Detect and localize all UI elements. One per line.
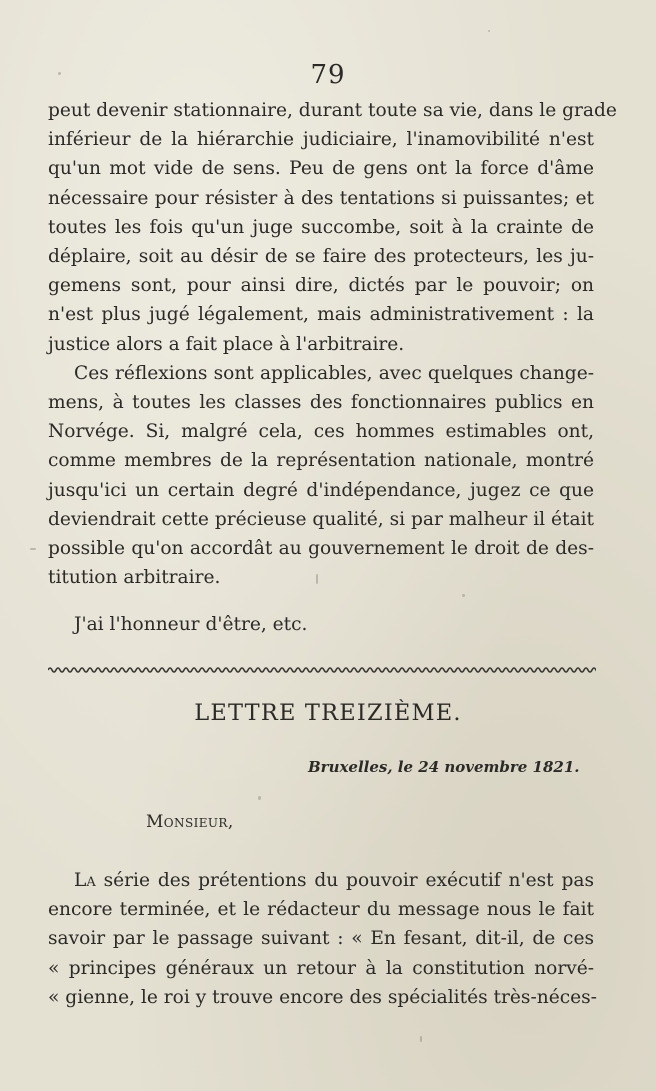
text-line: gemens sont, pour ainsi dire, dictés par le pouvoir; on xyxy=(48,275,594,297)
text-line: « gienne, le roi y trouve encore des spécialités très-néces- xyxy=(48,986,597,1008)
dateline: Bruxelles, le 24 novembre 1821. xyxy=(308,758,580,776)
paper-speck xyxy=(258,796,261,800)
text-line: possible qu'on accordât au gouvernement le droit de des- xyxy=(48,538,594,560)
paper-speck xyxy=(488,30,490,32)
section-title: LETTRE TREIZIÈME. xyxy=(194,700,462,726)
text-line: mens, à toutes les classes des fonctionnaires publics en xyxy=(48,392,594,414)
text-line xyxy=(48,866,594,895)
text-line: Ces réflexions sont applicables, avec quelques change- xyxy=(74,362,594,384)
paragraph-gap xyxy=(48,592,594,610)
text-line: titution arbitraire. xyxy=(48,567,221,589)
text-line: nécessaire pour résister à des tentations si puissantes; et xyxy=(48,187,594,209)
paper-speck xyxy=(462,594,465,597)
text-line: justice alors a fait place à l'arbitraire. xyxy=(48,333,405,355)
text-line: deviendrait cette précieuse qualité, si par malheur il était xyxy=(48,508,594,530)
text-line: Norvége. Si, malgré cela, ces hommes estimables ont, xyxy=(48,421,594,443)
paper-speck xyxy=(58,72,61,75)
text-line: « principes généraux un retour à la constitution norvé- xyxy=(48,957,594,979)
text-line: jusqu'ici un certain degré d'indépendance, jugez ce que xyxy=(48,479,594,501)
letter-body xyxy=(48,866,597,1012)
salutation: Monsieur, xyxy=(146,812,234,832)
closing-line: J'ai l'honneur d'être, etc. xyxy=(74,614,308,636)
text-line: comme membres de la représentation nationale, montré xyxy=(48,450,594,472)
paper-speck xyxy=(30,548,36,550)
body-text xyxy=(48,96,617,640)
paper-speck xyxy=(316,574,318,584)
text-line: déplaire, soit au désir de se faire des protecteurs, les ju- xyxy=(48,246,594,268)
text-line: encore terminée, et le rédacteur du message nous le fait xyxy=(48,899,594,921)
text-line: n'est plus jugé légalement, mais administrativement : la xyxy=(48,304,594,326)
paper-speck xyxy=(420,1036,422,1042)
text-line: inférieur de la hiérarchie judiciaire, l'inamovibilité n'est xyxy=(48,129,594,151)
text-line: peut devenir stationnaire, durant toute sa vie, dans le grade xyxy=(48,100,617,121)
ornamental-divider xyxy=(48,664,596,676)
text-line: toutes les fois qu'un juge succombe, soit à la crainte de xyxy=(48,216,594,238)
text-line: savoir par le passage suivant : « En fesant, dit-il, de ces xyxy=(48,928,594,950)
page-number: 79 xyxy=(310,60,346,90)
text-line: qu'un mot vide de sens. Peu de gens ont la force d'âme xyxy=(48,158,594,180)
first-line-rest: série des prétentions du pouvoir exécutif n'est pas xyxy=(95,870,594,891)
first-word: La xyxy=(74,870,96,891)
